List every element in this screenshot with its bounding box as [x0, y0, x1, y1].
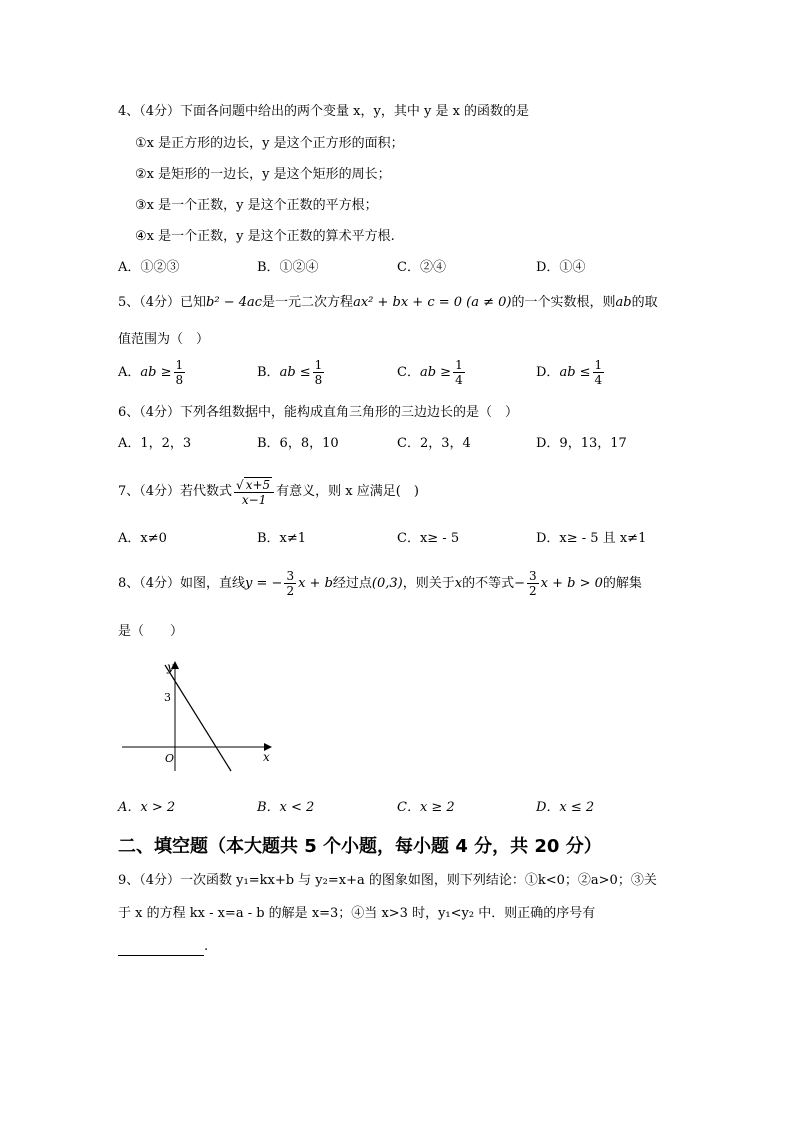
q6-stem: 6、（4分）下列各组数据中，能构成直角三角形的三边边长的是（ ） — [118, 405, 519, 420]
q5-option-b: B．ab ≤ $\frac{1}{8}$ — [257, 358, 323, 387]
q8-option-d: D．x ≤ 2 — [536, 800, 595, 815]
q8-graph — [118, 655, 278, 775]
q6-option-d: D．9，13，17 — [536, 436, 627, 451]
q5-stem: 5、（4分）已知b² − 4ac是一元二次方程ax² + bx + c = 0 (a ≠ 0)的一个实数根，则ab的取 — [118, 295, 658, 310]
q4-item-4: ④x 是一个正数，y 是这个正数的算术平方根. — [135, 229, 395, 244]
q7-option-c: C．x≥ - 5 — [397, 531, 460, 546]
q6-option-b: B．6，8，10 — [257, 436, 339, 451]
q9-line3: . — [118, 938, 208, 956]
q7-option-a: A．x≠0 — [118, 531, 167, 546]
q4-item-3: ③x 是一个正数，y 是这个正数的平方根； — [135, 198, 378, 213]
fraction: $\frac{1}{4}$ — [455, 358, 463, 387]
fraction: $\frac{1}{8}$ — [314, 358, 323, 387]
q7-option-b: B．x≠1 — [257, 531, 307, 546]
q8-option-c: C．x ≥ 2 — [397, 800, 455, 815]
q4-option-a: A．①②③ — [118, 260, 180, 275]
q8-option-a: A．x > 2 — [118, 800, 176, 815]
origin-label: O — [165, 752, 175, 765]
y-tick-label: 3 — [164, 691, 171, 704]
q5-expr-equation: ax² + bx + c = 0 (a ≠ 0) — [353, 295, 512, 310]
fraction: $\frac{1}{4}$ — [594, 358, 603, 387]
fraction: $\frac{3}{2}$ — [529, 569, 537, 598]
q6-option-a: A．1，2，3 — [118, 436, 192, 451]
q6-option-c: C．2，3，4 — [397, 436, 471, 451]
q4-option-d: D．①④ — [536, 260, 586, 275]
q5-option-d: D．ab ≤ $\frac{1}{4}$ — [536, 358, 603, 387]
q9-line1: 9、（4分）一次函数 y₁=kx+b 与 y₂=x+a 的图象如图，则下列结论：①k<0；②a>0；③关 — [118, 873, 657, 888]
q5-expr-ab: ab — [615, 295, 632, 310]
q4-option-c: C．②④ — [397, 260, 446, 275]
q7-stem: 7、（4分）若代数式 $\frac{√ x+5}{x-1}$ 有意义，则 x 应满足( ) — [118, 477, 419, 507]
q9-line2: 于 x 的方程 kx - x=a - b 的解是 x=3；④当 x>3 时，y₁<y₂ 中．则正确的序号有 — [118, 906, 596, 921]
x-axis-label: x — [263, 750, 270, 764]
fraction: $\frac{1}{8}$ — [175, 358, 184, 387]
q5-line2: 值范围为（ ） — [118, 332, 210, 347]
q4-stem: 4、（4分）下面各问题中给出的两个变量 x，y，其中 y 是 x 的函数的是 — [118, 104, 530, 119]
section-heading: 二、填空题（本大题共 5 个小题，每小题 4 分，共 20 分） — [118, 836, 602, 857]
q8-line2: 是（ ） — [118, 624, 184, 639]
q5-option-a: A．ab ≥ $\frac{1}{8}$ — [118, 358, 184, 387]
y-axis-label: y — [167, 660, 174, 674]
q5-expr-discriminant: b² − 4ac — [206, 295, 263, 310]
q7-option-d: D．x≥ - 5 且 x≠1 — [536, 531, 647, 546]
q5-option-c: C．ab ≥ $\frac{1}{4}$ — [397, 358, 463, 387]
q7-radical-fraction: $\frac{√ x+5}{x-1}$ — [234, 477, 274, 507]
q4-option-b: B．①②④ — [257, 260, 319, 275]
answer-blank[interactable] — [118, 941, 204, 956]
q4-item-2: ②x 是矩形的一边长，y 是这个矩形的周长； — [135, 167, 391, 182]
q4-item-1: ①x 是正方形的边长，y 是这个正方形的面积； — [135, 136, 404, 151]
q8-stem: 8、（4分）如图，直线y = − $\frac{3}{2}$ x + b经过点(0,3)，则关于x的不等式− $\frac{3}{2}$ x + b > 0的解集 — [118, 569, 642, 598]
fraction: $\frac{3}{2}$ — [286, 569, 295, 598]
q8-option-b: B．x < 2 — [257, 800, 315, 815]
